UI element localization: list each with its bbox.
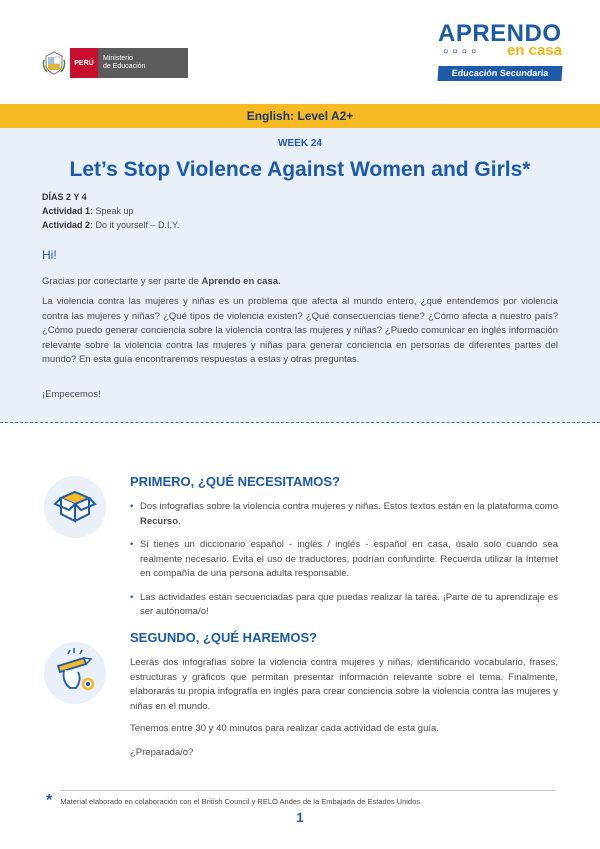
list-item: • Si tienes un diccionario español - inglés / inglés - español en casa, úsalo solo cuando sea realmente necesario. Evita el uso de traductores, podrían confundirte. Recuerda utilizar la Internet en compañía de una persona adulta responsable.: [130, 538, 558, 582]
thanks-paragraph: [42, 275, 558, 290]
box-icon: [44, 476, 106, 538]
week-label: WEEK 24: [278, 138, 322, 149]
bullet-1-end: .: [178, 515, 181, 527]
intro-section: [0, 128, 600, 423]
closing-text: ¡Empecemos!: [42, 389, 101, 400]
time-paragraph: Tenemos entre 30 y 40 minutos para realizar cada actividad de esta guía.: [130, 723, 439, 734]
section-1-title: PRIMERO, ¿QUÉ NECESITAMOS?: [130, 474, 340, 489]
activity-1-text: Speak up: [93, 206, 134, 216]
needs-list: [130, 500, 558, 629]
ministry-line-1: Ministerio: [103, 55, 133, 62]
page-number: 1: [296, 810, 304, 825]
level-banner: English: Level A2+: [0, 104, 600, 128]
activity-1-label: Actividad 1:: [42, 206, 94, 216]
bullet-1-text: Dos infografías sobre la violencia contra mujeres y niñas. Estos textos están en la plataforma como: [140, 501, 558, 512]
hand-pencil-gear-icon: [44, 642, 106, 704]
ready-question: ¿Preparada/o?: [130, 747, 194, 758]
ministry-logo: [42, 48, 188, 78]
activity-meta: [42, 190, 179, 232]
brand-title: APRENDO: [438, 20, 562, 47]
ministry-label: [98, 48, 188, 78]
thanks-bold: Aprendo en casa.: [201, 276, 281, 287]
page-title: Let’s Stop Violence Against Women and Girls*: [69, 158, 531, 181]
footnote: [46, 792, 423, 809]
peru-label: PERÚ: [70, 48, 98, 78]
brand-subtitle: en casa: [506, 42, 562, 59]
section-2-title: SEGUNDO, ¿QUÉ HAREMOS?: [130, 630, 318, 645]
aprendo-en-casa-logo: [438, 22, 562, 86]
footnote-text: Material elaborado en colaboración con el British Council y RELO Andes de la Embajada de Estados Unidos.: [60, 796, 423, 806]
asterisk-icon: *: [46, 792, 53, 809]
brand-dots-decoration: ◘ ◘ ◘ ◘: [444, 49, 478, 55]
footer-divider: [60, 790, 556, 791]
brand-level-bar: Educación Secundaria: [437, 66, 562, 81]
activity-2-label: Actividad 2:: [42, 220, 94, 230]
ministry-line-2: de Educación: [103, 63, 146, 70]
activity-2-text: Do it yourself – D.I.Y.: [93, 220, 180, 230]
plan-paragraph: Leerás dos infografías sobre la violencia contra mujeres y niñas, identificando vocabulario, frases, estructuras y gráficos que permitan presentar información relevante sobre el tema. Finalmente, elaborarás tu propia infografía en inglés para crear conciencia sobre la violencia contra las mujeres y niñas en el mundo.: [130, 657, 558, 712]
list-item: • Las actividades están secuenciadas para que puedas realizar la tarea. ¡Parte de tu aprendizaje es ser autónoma/o!: [130, 591, 558, 620]
days-label: DÍAS 2 Y 4: [42, 192, 87, 202]
page-header: [0, 0, 600, 104]
coat-of-arms-icon: [42, 50, 66, 76]
thanks-text: Gracias por conectarte y ser parte de: [42, 276, 202, 287]
intro-paragraph: La violencia contra las mujeres y niñas es un problema que afecta al mundo entero, ¿qué entendemos por violencia contra las mujeres y niñas? ¿Qué tipos de violencia existen? ¿Qué consecuencias tiene? ¿Cómo afecta a nuestro país? ¿Cómo puedo generar conciencia sobre la violencia contra las mujeres y niñas? ¿Puedo comunicar en inglés información relevante sobre la violencia contra las mujeres y niñas para generar conciencia en personas de diferentes partes del mundo? En esta guía encontraremos respuestas a estas y otras preguntas.: [42, 296, 558, 365]
bullet-1-bold: Recurso: [140, 515, 179, 527]
list-item: [130, 500, 558, 529]
greeting: Hi!: [42, 248, 57, 262]
